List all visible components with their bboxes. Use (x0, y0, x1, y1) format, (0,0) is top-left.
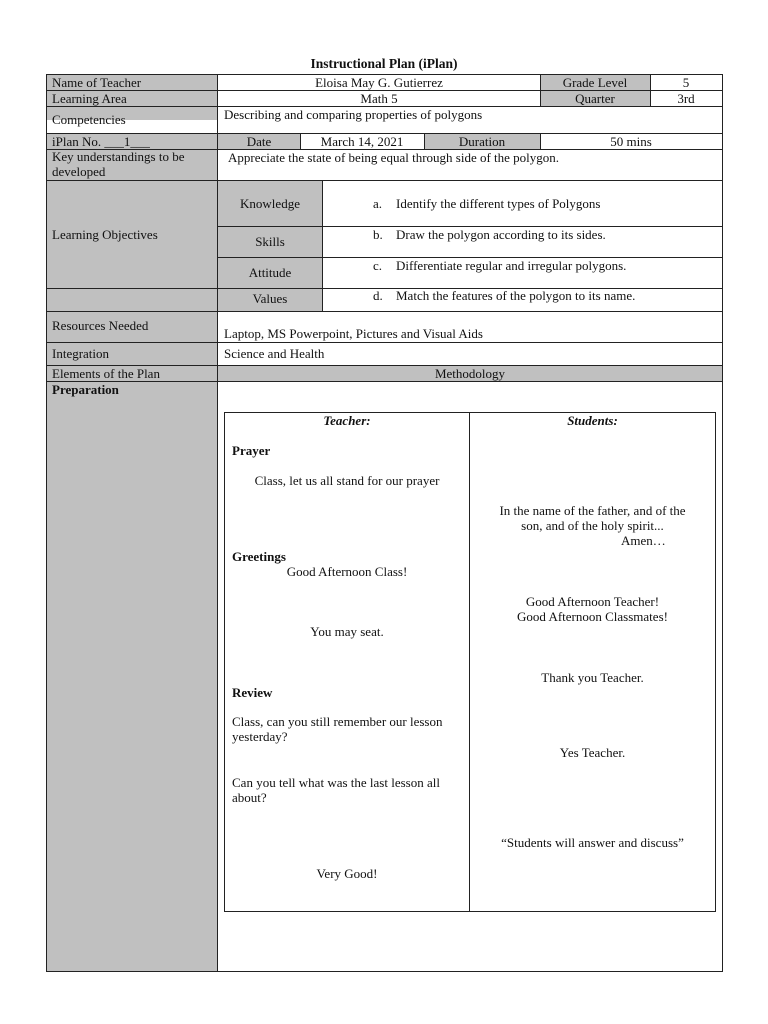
competencies-value: Describing and comparing properties of polygons (224, 107, 483, 122)
review-heading: Review (232, 685, 273, 700)
grade-label: Grade Level (562, 75, 628, 90)
objective-text: Identify the different types of Polygons (396, 196, 601, 211)
objective-marker: d. (373, 288, 383, 303)
prayer-heading: Prayer (232, 443, 271, 458)
preparation-label: Preparation (52, 382, 119, 397)
objective-domain: Knowledge (240, 196, 300, 211)
students-column-header: Students: (567, 413, 618, 428)
objective-marker: c. (373, 258, 383, 273)
area-label: Learning Area (52, 91, 127, 106)
elements-label: Elements of the Plan (52, 366, 160, 381)
greetings-heading: Greetings (232, 549, 286, 564)
teacher-label: Name of Teacher (52, 75, 142, 90)
iplan-number: iPlan No. ___1___ (52, 134, 150, 149)
date-label: Date (246, 134, 272, 149)
competencies-label: Competencies (52, 112, 126, 127)
review-answer-2: “Students will answer and discuss” (501, 835, 684, 850)
greetings-students-line: Good Afternoon Teacher! (525, 594, 660, 609)
objective-text: Draw the polygon according to its sides. (396, 227, 606, 242)
key-understandings-label: Key understandings to be developed (52, 149, 185, 179)
seat-teacher-line: You may seat. (310, 624, 384, 639)
objective-text: Match the features of the polygon to its name. (396, 288, 636, 303)
objective-text: Differentiate regular and irregular polygons. (396, 258, 627, 273)
objective-domain: Skills (255, 234, 285, 249)
seat-students-line: Thank you Teacher. (541, 670, 644, 685)
prayer-students-line: son, and of the holy spirit... (521, 518, 664, 533)
review-question-1: Class, can you still remember our lesson yesterday? (232, 714, 443, 744)
prayer-teacher-line: Class, let us all stand for our prayer (254, 473, 440, 488)
review-answer-1: Yes Teacher. (559, 745, 626, 760)
objective-marker: b. (373, 227, 383, 242)
praise-line: Very Good! (316, 866, 378, 881)
date-value: March 14, 2021 (320, 134, 404, 149)
objective-domain: Values (252, 291, 288, 306)
prayer-students-line: Amen… (621, 533, 666, 548)
resources-label: Resources Needed (52, 318, 149, 333)
label-bg-blank (46, 288, 218, 311)
integration-label: Integration (52, 346, 110, 361)
duration-value: 50 mins (610, 134, 652, 149)
teacher-value: Eloisa May G. Gutierrez (315, 75, 443, 90)
area-value: Math 5 (360, 91, 398, 106)
quarter-value: 3rd (677, 91, 695, 106)
duration-label: Duration (458, 134, 506, 149)
resources-value: Laptop, MS Powerpoint, Pictures and Visual Aids (224, 326, 483, 341)
grade-value: 5 (682, 75, 690, 90)
document-title: Instructional Plan (iPlan) (310, 56, 458, 71)
prayer-students-line: In the name of the father, and of the (499, 503, 686, 518)
greetings-students-line: Good Afternoon Classmates! (517, 609, 668, 624)
methodology-label: Methodology (434, 366, 506, 381)
learning-objectives-label: Learning Objectives (52, 227, 158, 242)
quarter-label: Quarter (575, 91, 615, 106)
review-question-2: Can you tell what was the last lesson all about? (232, 775, 440, 805)
integration-value: Science and Health (224, 346, 325, 361)
key-understandings-value: Appreciate the state of being equal through side of the polygon. (228, 150, 560, 165)
preparation-column-bg (46, 381, 218, 972)
objective-marker: a. (373, 196, 383, 211)
objective-domain: Attitude (248, 265, 292, 280)
greetings-teacher-line: Good Afternoon Class! (286, 564, 408, 579)
teacher-column-header: Teacher: (323, 413, 371, 428)
